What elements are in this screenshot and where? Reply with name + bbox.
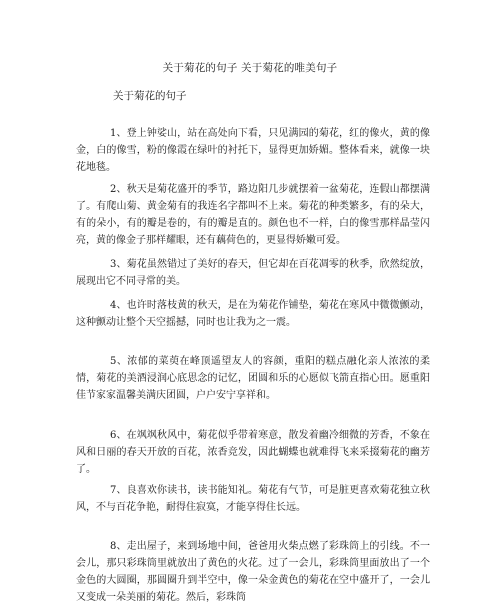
paragraph-7: 7、良喜欢你读书，读书能知礼。菊花有气节，可是脏更喜欢菊花独立秋风，不与百花争艳，耐得住寂寞，才能享得住长远。 xyxy=(76,485,430,513)
paragraph-3: 3、菊花虽然错过了美好的春天，但它却在百花凋零的秋季，欣然绽放，展现出它不同寻常的美。 xyxy=(76,259,430,287)
section-heading: 关于菊花的句子 xyxy=(113,90,187,102)
paragraph-8: 8、走出屋子，来到场地中间，爸爸用火柴点燃了彩珠筒上的引线。不一会儿，那只彩珠筒里就放出了黄色的火花。过了一会儿，彩珠筒里面放出了一个金色的大圆圈，那圆圈升到半空中，像一朵金黄色的菊花在空中盛开了，一会儿又变成一朵美丽的菊花。然后，彩珠筒 xyxy=(76,541,430,603)
paragraph-2: 2、秋天是菊花盛开的季节，路边阳几步就摆着一盆菊花，连假山都摆满了。有爬山菊、黄金菊有的我连名字都叫不上来。菊花的种类繁多，有的朵大，有的朵小，有的瓣是卷的，有的瓣是直的。颜色也不一样，白的像雪那样晶莹闪亮，黄的像金子那样耀眼，还有藕荷色的，更显得娇嫩可爱。 xyxy=(76,184,430,246)
paragraph-5: 5、浓郁的菜萸在峰顶遥望友人的容颜，重阳的糕点融化亲人浓浓的柔情，菊花的美酒浸润心底思念的记忆，团圆和乐的心愿似飞箭直指心田。愿重阳佳节家家温馨美满庆团圆，户户安宁享祥和。 xyxy=(76,356,430,401)
paragraph-1: 1、登上钟娑山，站在高处向下看，只见满园的菊花，红的像火，黄的像金，白的像雪，粉的像霞在绿叶的衬托下，显得更加娇媚。整体看来，就像一块花地毯。 xyxy=(76,128,430,173)
document-title: 关于菊花的句子 关于菊花的唯美句子 xyxy=(162,62,338,74)
paragraph-4: 4、也许时落枝黄的秋天，是在为菊花作铺垫，菊花在寒风中微微颤动，这种颤动让整个天空摇撼，同时也让我为之一震。 xyxy=(76,300,430,328)
paragraph-6: 6、在飒飒秋风中，菊花似乎带着寒意，散发着幽冷细微的芳香，不象在风和日丽的春天开放的百花，浓香竞发，因此蝴蝶也就难得飞来采掇菊花的幽芳了。 xyxy=(76,430,430,475)
